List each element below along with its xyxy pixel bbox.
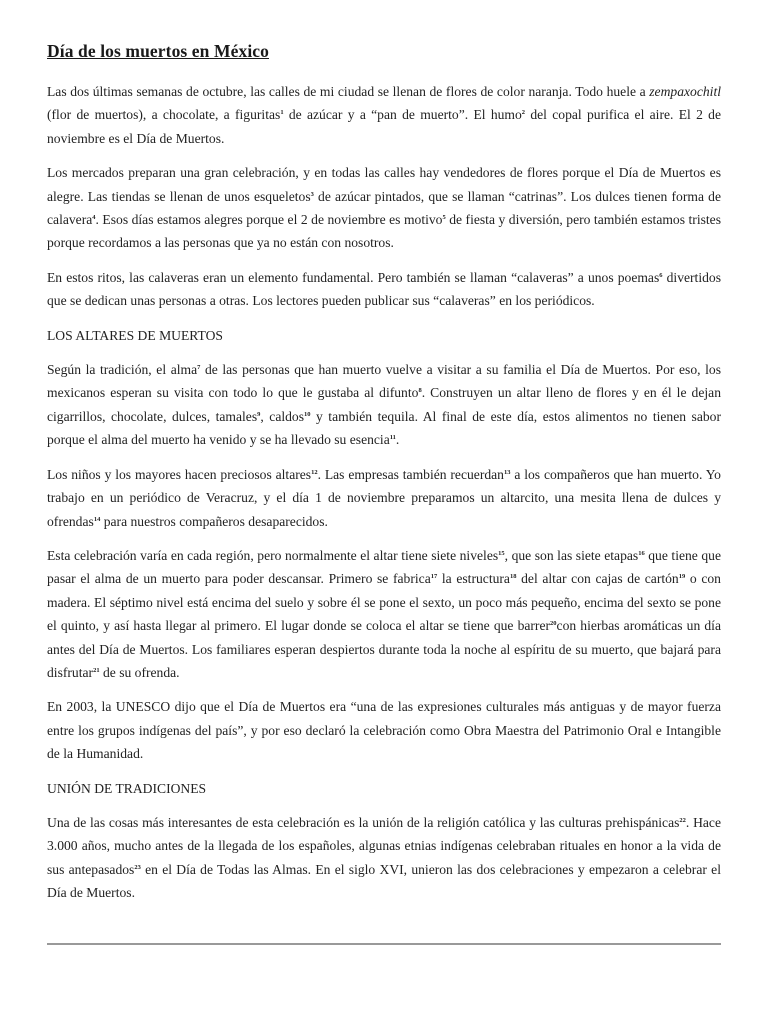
paragraph-8: Una de las cosas más interesantes de esta celebración es la unión de la religión católica y las culturas prehispánicas$^{22}$. Hace 3.000 años, mucho antes de la llegada de los españoles, algunas etnias indígenas celebraban rituales en honor a la vida de sus antepasados$^{23}$ en el Día de Todas las Almas. En el siglo XVI, unieron las dos celebraciones y empezaron a celebrar el Día de Muertos.	[47, 814, 722, 901]
footnote-ref: 1	[280, 109, 284, 117]
footnote-separator	[47, 943, 721, 945]
footnote-ref: 19	[678, 573, 686, 581]
footnote-ref: 20	[550, 620, 557, 628]
paragraph-7: En 2003, la UNESCO dijo que el Día de Muertos era “una de las expresiones culturales más antiguas y de mayor fuerza entre los grupos indígenas del país”, y por eso declaró la celebración como Obra Maestra del Patrimonio Oral e Intangible de la Humanidad.	[47, 699, 721, 762]
footnote-ref: 2	[521, 109, 526, 117]
paragraph-5: Los niños y los mayores hacen preciosos altares$^{12}$. Las empresas también recuerdan$^{13}$ a los compañeros que han muerto. Yo trabajo en un periódico de Veracruz, y el día 1 de noviembre preparamos un altarcito, una mesita llena de dulces y ofrendas$^{14}$ para nuestros compañeros desaparecidos.	[47, 466, 721, 529]
paragraph-6: Esta celebración varía en cada región, pero normalmente el altar tiene siete niveles$^{15}$, que son las siete etapas$^{16}$ que tiene que pasar el alma de un muerto para poder descansar. Primero se fabrica$^{17}$ la estructura$^{18}$ del altar con cajas de cartón$^{19}$ o con madera. El séptimo nivel está encima del suelo y sobre él se pone el sexto, un poco más pequeño, encima del sexto se pone el quinto, y así hasta llegar al primero. El lugar donde se coloca el altar se tiene que barrer$^{20}$con hierbas aromáticas un día antes del Día de Muertos. Los familiares esperan despiertos durante toda la noche al espíritu de su muerto, que bajará para disfrutar$^{21}$ de su ofrenda.	[47, 547, 721, 680]
footnote-ref: 12	[311, 468, 318, 476]
document-body	[47, 80, 721, 916]
footnote-ref: 23	[134, 863, 141, 871]
footnote-ref: 22	[679, 816, 686, 824]
footnote-ref: 13	[503, 468, 511, 476]
paragraph-1: Las dos últimas semanas de octubre, las calles de mi ciudad se llenan de flores de color naranja. Todo huele a zempaxochitl (flor de muertos), a chocolate, a figuritas$^1$ de azúcar y a “pan de muerto”. El humo$^2$ del copal purifica el aire. El 2 de noviembre es el Día de Muertos.	[47, 84, 721, 146]
footnote-ref: 18	[509, 573, 517, 581]
footnote-ref: 10	[304, 410, 311, 418]
footnote-ref: 15	[498, 549, 505, 557]
paragraph-2: Los mercados preparan una gran celebración, y en todas las calles hay vendedores de flores porque el Día de Muertos es alegre. Las tiendas se llenan de unos esqueletos$^3$ de azúcar pintados, que se llaman “catrinas”. Los dulces tienen forma de calavera$^4$. Esos días estamos alegres porque el 2 de noviembre es motivo$^5$ de fiesta y diversión, pero también estamos tristes porque recordamos a las personas que ya no están con nosotros.	[47, 165, 721, 251]
footnote-ref: 5	[442, 214, 446, 222]
footnote-ref: 14	[93, 515, 101, 523]
section-heading-union: UNIÓN DE TRADICIONES	[47, 780, 207, 796]
footnote-ref: 6	[659, 271, 663, 279]
footnote-ref: 3	[310, 190, 314, 198]
paragraph-3: En estos ritos, las calaveras eran un elemento fundamental. Pero también se llaman “calaveras” a unos poemas$^6$ divertidos que se dedican unas personas a otras. Los lectores pueden publicar sus “calaveras” en los periódicos.	[47, 269, 721, 309]
footnote-ref: 4	[92, 214, 96, 222]
paragraph-4: Según la tradición, el alma$^7$ de las personas que han muerto vuelve a visitar a su familia el Día de Muertos. Por eso, los mexicanos esperan su visita con todo lo que le gustaba al difunto$^8$. Construyen un altar lleno de flores y en él le dejan cigarrillos, chocolate, dulces, tamales$^9$, caldos$^{10}$ y también tequila. Al final de este día, estos alimentos no tienen sabor porque el alma del muerto ha venido y se ha llevado su esencia$^{11}$.	[47, 362, 721, 448]
section-heading-altares: LOS ALTARES DE MUERTOS	[47, 327, 223, 343]
footnote-ref: 9	[257, 410, 261, 418]
footnote-ref: 11	[389, 434, 396, 442]
footnote-ref: 21	[93, 666, 100, 674]
document-title: Día de los muertos en México	[47, 41, 269, 61]
footnote-ref: 8	[418, 387, 422, 395]
footnote-ref: 17	[430, 573, 438, 581]
footnote-ref: 7	[197, 364, 201, 372]
footnote-ref: 16	[638, 549, 645, 557]
